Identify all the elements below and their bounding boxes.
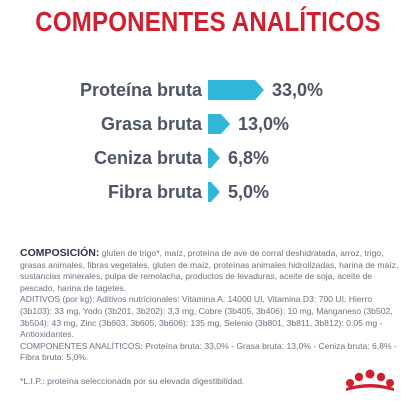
nutrient-row-fat	[0, 112, 416, 138]
additives-text: ADITIVOS (por kg): Aditivos nutricionales: Vitamina A: 14000 UI, Vitamina D3: 700 UI, Hierro (3b103): 33 mg, Yodo (3b201, 3b202): 3,3 mg, Cobre (3b405, 3b406): 10 mg, Manganeso (3b502, 3b504): 43 mg, Zinc (3b603, 3b605, 3b606): 135 mg, Selenio (3b801, 3b811, 3b812): 0,05 mg - Antioxidantes.	[20, 294, 393, 340]
nutrient-bar	[208, 114, 230, 134]
nutrient-label: Ceniza bruta	[93, 148, 202, 168]
nutrient-value: 6,8%	[228, 148, 270, 168]
nutrient-value: 5,0%	[228, 182, 270, 202]
nutrient-value: 33,0%	[272, 80, 324, 100]
page-title: COMPONENTES ANALÍTICOS	[35, 6, 381, 37]
nutrient-row-protein	[0, 78, 416, 104]
nutrient-label: Proteína bruta	[79, 80, 202, 100]
analytical-summary-text: COMPONENTES ANALÍTICOS: Proteína bruta: 33,0% - Grasa bruta: 13,0% - Ceniza bruta: 6,8% - Fibra bruta: 5,0%.	[20, 340, 397, 363]
nutrient-value: 13,0%	[238, 114, 290, 134]
nutrient-label: Grasa bruta	[100, 114, 202, 134]
royal-canin-crown-logo-icon	[340, 366, 400, 396]
nutrient-label: Fibra bruta	[107, 182, 202, 202]
nutrient-bar	[208, 148, 220, 168]
nutrient-bar	[208, 182, 220, 202]
composition-heading: COMPOSICIÓN:	[20, 247, 100, 259]
ingredients-paragraph	[20, 248, 400, 294]
nutrient-bar	[208, 80, 264, 100]
nutrient-row-fiber	[0, 180, 416, 206]
nutrient-row-ash	[0, 146, 416, 172]
ingredients-text: gluten de trigo*, maíz, proteína de ave de corral deshidratada, arroz, trigo, grasas animales, fibras vegetales, gluten de maíz, proteínas animales hidrolizadas, harina de maíz, sustancias minerales, pulpa de remolacha, productos de levaduras, aceite de soja, aceite de pescado, harina de tagetes.	[20, 248, 399, 293]
footnote-text: *L.I.P.: proteína seleccionada por su elevada digestibilidad.	[20, 375, 245, 386]
